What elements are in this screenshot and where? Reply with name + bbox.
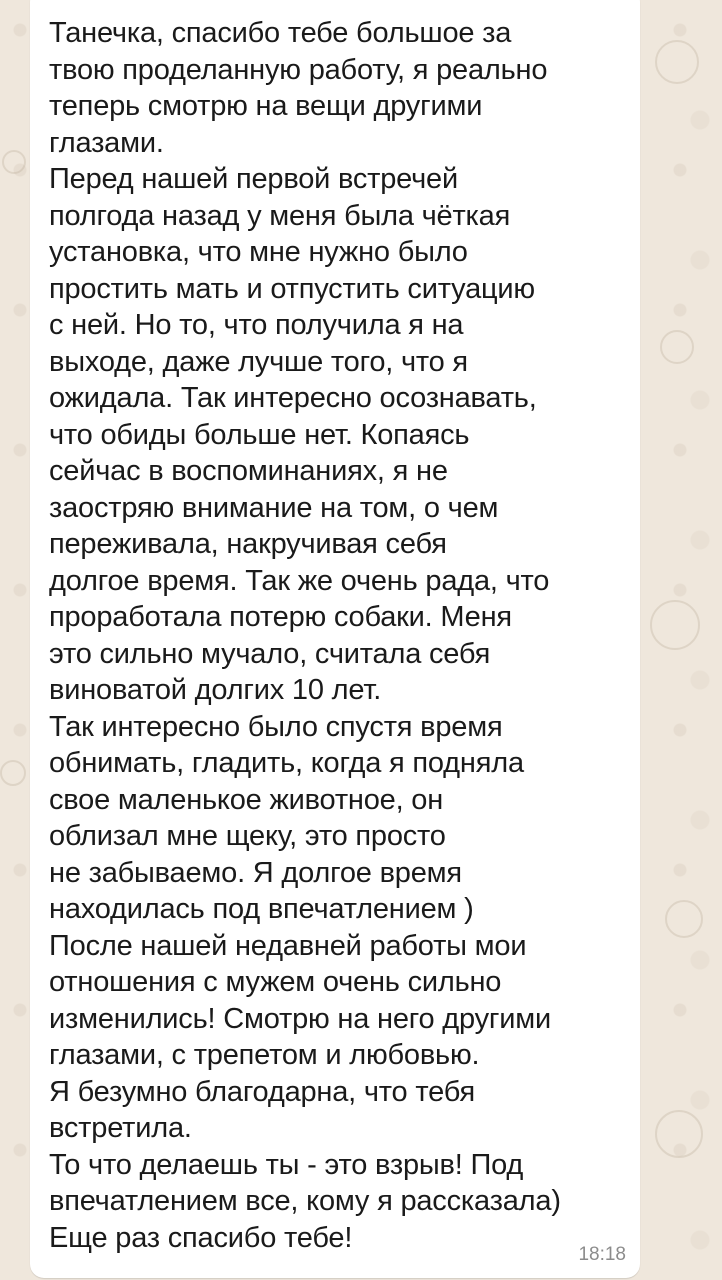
message-line: твою проделанную работу, я реально (49, 53, 548, 86)
wallpaper-doodle (2, 150, 26, 174)
message-line: что обиды больше нет. Копаясь (49, 418, 470, 451)
message-line: обнимать, гладить, когда я подняла (49, 747, 524, 779)
message-line: сейчас в воспоминаниях, я не (49, 455, 448, 487)
message-line: находилась под впечатлением ) (49, 893, 474, 925)
wallpaper-doodle (0, 760, 26, 786)
message-line: Перед нашей первой встречей (49, 163, 458, 195)
message-line: встретила. (49, 1112, 192, 1144)
message-line: проработала потерю собаки. Меня (49, 601, 512, 633)
message-text (49, 15, 639, 1256)
wallpaper-doodle (655, 1110, 703, 1158)
message-line: Так интересно было спустя время (49, 710, 503, 743)
message-line: заостряю внимание на том, о чем (49, 491, 499, 524)
message-timestamp: 18:18 (578, 1244, 626, 1265)
message-line: виноватой долгих 10 лет. (49, 674, 382, 706)
message-line: свое маленькое животное, он (49, 783, 444, 816)
message-line: Еще раз спасибо тебе! (49, 1221, 353, 1254)
message-line: установка, что мне нужно было (49, 236, 468, 268)
message-line: То что делаешь ты - это взрыв! Под (49, 1148, 524, 1181)
wallpaper-doodle (660, 330, 694, 364)
message-bubble[interactable] (30, 0, 640, 1278)
message-line: глазами. (49, 126, 164, 159)
message-line: отношения с мужем очень сильно (49, 966, 502, 998)
wallpaper-doodle (665, 900, 703, 938)
message-line: ожидала. Так интересно осознавать, (49, 382, 537, 414)
wallpaper-doodle (655, 40, 699, 84)
message-line: выходе, даже лучше того, что я (49, 345, 468, 378)
message-line: впечатлением все, кому я рассказала) (49, 1185, 561, 1217)
message-line: долгое время. Так же очень рада, что (49, 564, 550, 597)
message-line: глазами, с трепетом и любовью. (49, 1039, 480, 1071)
message-line: с ней. Но то, что получила я на (49, 309, 464, 341)
message-line: теперь смотрю на вещи другими (49, 90, 483, 122)
message-line: полгода назад у меня была чёткая (49, 199, 511, 232)
message-line: После нашей недавней работы мои (49, 929, 527, 962)
message-line: Я безумно благодарна, что тебя (49, 1075, 475, 1108)
message-line: не забываемо. Я долгое время (49, 856, 462, 889)
wallpaper-doodle (650, 600, 700, 650)
message-line: облизал мне щеку, это просто (49, 820, 446, 852)
message-line: переживала, накручивая себя (49, 528, 447, 560)
message-line: простить мать и отпустить ситуацию (49, 272, 535, 305)
message-line: это сильно мучало, считала себя (49, 637, 491, 670)
message-line: Танечка, спасибо тебе большое за (49, 17, 512, 49)
message-line: изменились! Смотрю на него другими (49, 1002, 552, 1035)
